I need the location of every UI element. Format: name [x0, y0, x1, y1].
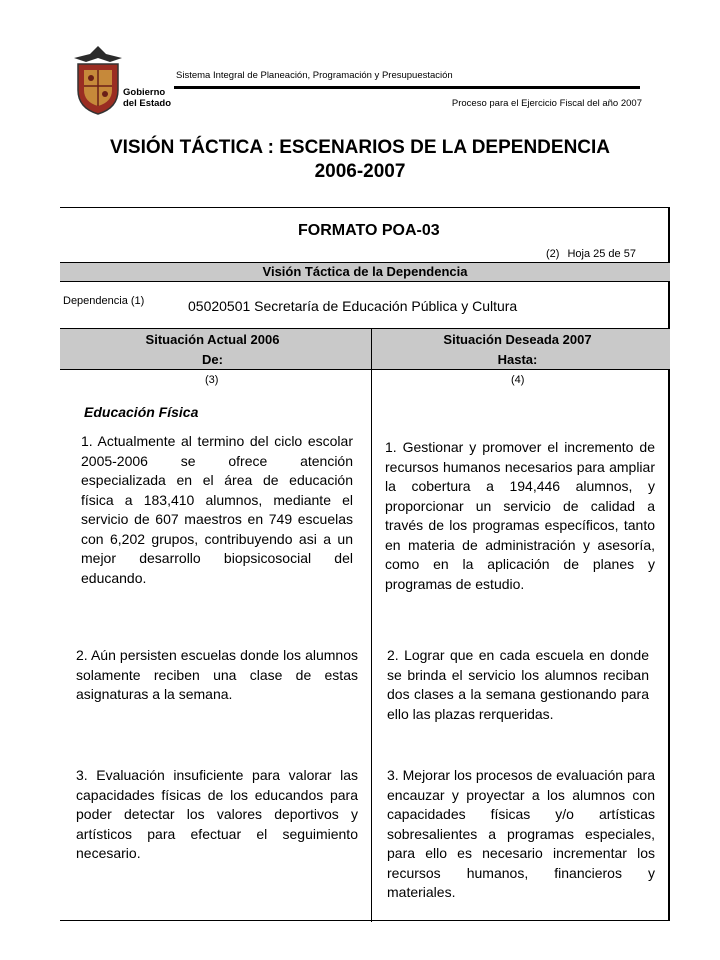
- system-name: Sistema Integral de Planeación, Programación y Presupuestación: [176, 70, 453, 81]
- current-situation-title: Situación Actual 2006: [145, 332, 280, 347]
- desired-item-3: 3. Mejorar los procesos de evaluación para encauzar y proyectar a los alumnos con capacidades físicas y/o artísticas sobresalientes a programas especiales, para ello es necesario incrementar los recursos humanos, financieros y materiales.: [387, 767, 655, 900]
- current-situation-header: [60, 330, 365, 370]
- title-line-1: VISIÓN TÁCTICA : ESCENARIOS DE LA DEPENDENCIA: [109, 137, 611, 158]
- current-item-1: 1. Actualmente al termino del ciclo escolar 2005-2006 se ofrece atención especializada en el área de educación física a 183,410 alumnos, mediante el servicio de 607 maestros en 749 escuelas con 6,202 grupos, contribuyendo asi a un mejor desarrollo biopsicosocial del educando.: [81, 433, 353, 586]
- desired-situation-sub: Hasta:: [497, 352, 538, 367]
- column-divider: [371, 328, 372, 922]
- current-situation-sub: De:: [202, 352, 223, 367]
- header-rule: [174, 86, 640, 89]
- current-item-2: 2. Aún persisten escuelas donde los alumnos solamente reciben una clase de estas asignaturas a la semana.: [76, 647, 358, 702]
- dependency-value: 05020501 Secretaría de Educación Pública y Cultura: [188, 298, 518, 314]
- desired-item-2: 2. Lograr que en cada escuela en donde se brinda el servicio los alumnos reciban dos clases a la semana gestionando para ello las plazas rerqueridas.: [387, 647, 649, 722]
- right-column-ref: (4): [511, 374, 525, 386]
- page-ref: (2): [546, 248, 560, 260]
- desired-situation-title: Situación Deseada 2007: [443, 332, 592, 347]
- form-name: FORMATO POA-03: [298, 222, 440, 239]
- section-heading: Educación Física: [84, 404, 199, 420]
- left-column-ref: (3): [205, 374, 219, 386]
- desired-situation-header: [365, 330, 670, 370]
- title-line-2: 2006-2007: [314, 161, 406, 182]
- state-seal-icon: [70, 44, 126, 116]
- page-number: Hoja 25 de 57: [567, 248, 636, 260]
- dependency-label: Dependencia (1): [63, 295, 145, 307]
- fiscal-process: Proceso para el Ejercicio Fiscal del año 2007: [451, 98, 642, 109]
- column-headers: [60, 328, 670, 370]
- government-label: Gobierno del Estado: [123, 87, 172, 109]
- page-indicator: [546, 248, 636, 260]
- section-band: Visión Táctica de la Dependencia: [60, 262, 670, 282]
- desired-item-1: 1. Gestionar y promover el incremento de recursos humanos necesarios para ampliar la cobertura a 194,446 alumnos, y proporcionar un servicio de calidad a través de los programas específicos, tanto en materia de administración y asesoría, como en la aplicación de planes y programas de estudio.: [385, 439, 655, 592]
- page-title: [40, 136, 680, 184]
- current-item-3: 3. Evaluación insuficiente para valorar las capacidades físicas de los educandos para poder detectar los valores deportivos y artísticos para efectuar el seguimiento necesario.: [76, 767, 358, 861]
